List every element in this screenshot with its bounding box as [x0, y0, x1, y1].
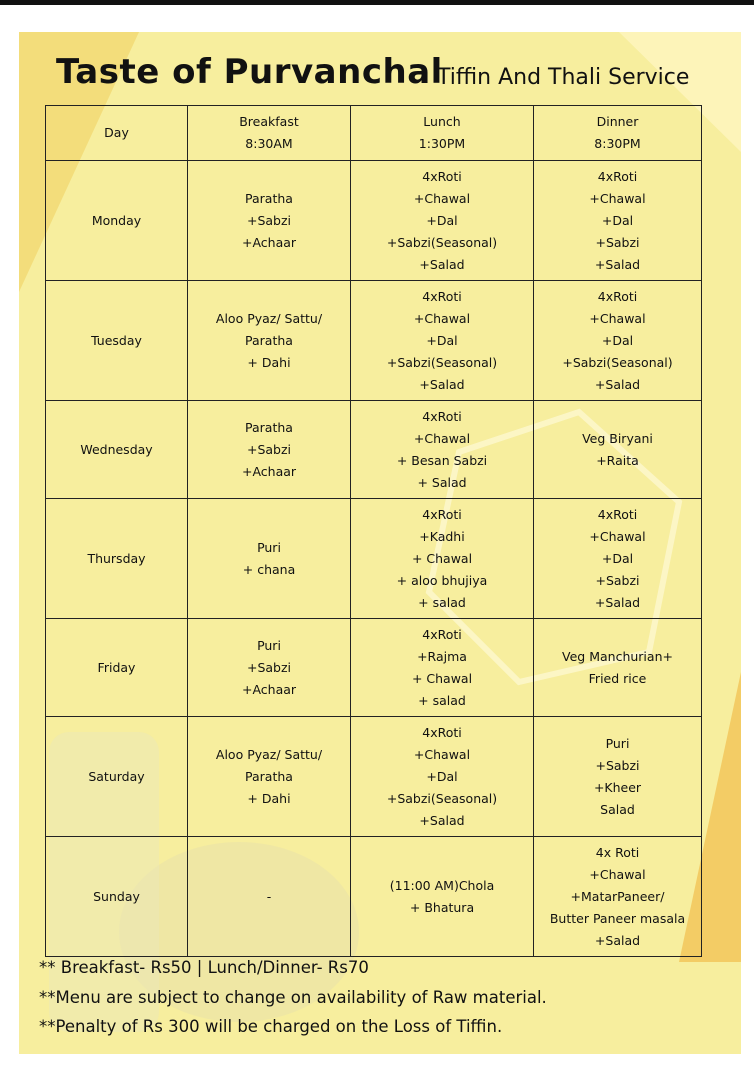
breakfast-item: +Sabzi — [246, 212, 292, 228]
day-label: Saturday — [88, 768, 145, 784]
breakfast-item: +Achaar — [241, 463, 297, 479]
dinner-item: +Salad — [594, 932, 641, 948]
column-header-dinner — [534, 106, 702, 161]
breakfast-item: Paratha — [245, 768, 293, 784]
breakfast-item: Puri — [257, 539, 281, 555]
lunch-cell — [351, 161, 534, 281]
day-label: Thursday — [87, 550, 146, 566]
page-title: Taste of Purvanchal — [56, 52, 443, 92]
lunch-item: +Salad — [419, 376, 465, 392]
dinner-item: Puri — [605, 735, 630, 751]
menu-sheet — [19, 32, 741, 1054]
lunch-item: +Chawal — [413, 190, 471, 206]
breakfast-item: +Sabzi — [246, 441, 292, 457]
breakfast-cell — [188, 281, 351, 401]
dinner-item: Fried rice — [588, 670, 647, 686]
dinner-item: +Sabzi(Seasonal) — [562, 354, 673, 370]
lunch-item: 4xRoti — [422, 408, 462, 424]
dinner-item: 4xRoti — [597, 168, 638, 184]
dinner-item: +Chawal — [589, 190, 646, 206]
day-cell — [46, 717, 188, 837]
dinner-item: +Dal — [601, 550, 634, 566]
lunch-cell — [351, 717, 534, 837]
table-row — [46, 499, 702, 619]
table-row — [46, 281, 702, 401]
column-time: 1:30PM — [418, 136, 466, 151]
dinner-cell — [534, 281, 702, 401]
breakfast-item: Puri — [257, 637, 281, 653]
footer-pricing: ** Breakfast- Rs50 | Lunch/Dinner- Rs70 — [39, 958, 369, 977]
day-cell — [46, 837, 188, 957]
lunch-item: +Kadhi — [419, 528, 465, 544]
table-row — [46, 717, 702, 837]
menu-table — [45, 105, 702, 957]
lunch-item: + Salad — [417, 474, 467, 490]
lunch-item: +Chawal — [413, 746, 471, 762]
dinner-item: +Sabzi — [595, 234, 640, 250]
lunch-item: +Dal — [426, 768, 458, 784]
day-cell — [46, 281, 188, 401]
breakfast-item: +Sabzi — [246, 659, 292, 675]
lunch-item: + salad — [418, 692, 466, 708]
breakfast-item: Paratha — [245, 190, 293, 206]
lunch-item: (11:00 AM)Chola — [389, 877, 495, 893]
lunch-item: 4xRoti — [422, 724, 462, 740]
lunch-item: +Sabzi(Seasonal) — [386, 354, 498, 370]
dinner-cell — [534, 401, 702, 499]
lunch-item: + Chawal — [411, 550, 473, 566]
breakfast-item: - — [266, 888, 272, 904]
lunch-item: +Dal — [426, 212, 458, 228]
breakfast-cell — [188, 717, 351, 837]
lunch-item: +Dal — [426, 332, 458, 348]
lunch-item: +Chawal — [413, 310, 471, 326]
breakfast-cell — [188, 619, 351, 717]
dinner-item: +Sabzi — [595, 757, 640, 773]
table-header-row — [46, 106, 702, 161]
day-label: Wednesday — [80, 441, 153, 457]
dinner-item: Veg Biryani — [582, 430, 653, 446]
column-label: Lunch — [423, 114, 461, 129]
dinner-item: +Salad — [594, 594, 641, 610]
table-row — [46, 619, 702, 717]
day-label: Monday — [91, 212, 142, 228]
breakfast-item: Paratha — [245, 419, 293, 435]
breakfast-item: + Dahi — [247, 354, 291, 370]
dinner-cell — [534, 161, 702, 281]
dinner-item: +MatarPaneer/ — [570, 888, 665, 904]
day-label: Tuesday — [91, 332, 142, 348]
breakfast-cell — [188, 401, 351, 499]
lunch-cell — [351, 499, 534, 619]
day-cell — [46, 161, 188, 281]
footer-menu-note: **Menu are subject to change on availability of Raw material. — [39, 988, 547, 1007]
table-row — [46, 161, 702, 281]
dinner-cell — [534, 717, 702, 837]
dinner-cell — [534, 837, 702, 957]
day-label: Friday — [97, 659, 136, 675]
lunch-item: 4xRoti — [422, 168, 462, 184]
breakfast-item: Paratha — [245, 332, 293, 348]
top-border — [0, 0, 754, 5]
lunch-cell — [351, 837, 534, 957]
dinner-item: +Chawal — [589, 310, 646, 326]
breakfast-cell — [188, 161, 351, 281]
dinner-item: +Chawal — [589, 528, 646, 544]
lunch-item: +Rajma — [417, 648, 467, 664]
breakfast-item: +Achaar — [241, 681, 297, 697]
footer-penalty-note: **Penalty of Rs 300 will be charged on the Loss of Tiffin. — [39, 1017, 503, 1036]
dinner-item: 4xRoti — [597, 288, 638, 304]
breakfast-item: Aloo Pyaz/ Sattu/ — [215, 310, 323, 326]
breakfast-item: Aloo Pyaz/ Sattu/ — [215, 746, 323, 762]
lunch-item: 4xRoti — [422, 288, 462, 304]
breakfast-cell — [188, 499, 351, 619]
day-cell — [46, 401, 188, 499]
column-header-day — [46, 106, 188, 161]
lunch-item: +Sabzi(Seasonal) — [386, 234, 498, 250]
day-label: Sunday — [93, 888, 140, 904]
dinner-item: 4xRoti — [597, 506, 638, 522]
lunch-item: +Sabzi(Seasonal) — [386, 790, 498, 806]
lunch-item: + aloo bhujiya — [396, 572, 488, 588]
lunch-cell — [351, 401, 534, 499]
dinner-item: +Chawal — [589, 866, 646, 882]
column-time: 8:30PM — [594, 136, 641, 151]
day-cell — [46, 619, 188, 717]
dinner-item: +Kheer — [593, 779, 642, 795]
column-label: Dinner — [596, 114, 639, 129]
breakfast-item: + Dahi — [247, 790, 291, 806]
lunch-item: +Chawal — [413, 430, 471, 446]
lunch-item: + Besan Sabzi — [396, 452, 488, 468]
lunch-item: + Bhatura — [409, 899, 475, 915]
lunch-cell — [351, 281, 534, 401]
lunch-item: +Salad — [419, 256, 465, 272]
dinner-item: Butter Paneer masala — [549, 910, 686, 926]
breakfast-cell — [188, 837, 351, 957]
dinner-item: +Dal — [601, 212, 634, 228]
column-label: Breakfast — [239, 114, 299, 129]
lunch-item: +Salad — [419, 812, 465, 828]
dinner-item: Salad — [600, 801, 635, 817]
breakfast-item: + chana — [242, 561, 296, 577]
breakfast-item: +Achaar — [241, 234, 297, 250]
day-cell — [46, 499, 188, 619]
column-time: 8:30AM — [245, 136, 293, 151]
dinner-item: +Salad — [594, 376, 641, 392]
table-row — [46, 837, 702, 957]
dinner-cell — [534, 499, 702, 619]
column-label: Day — [104, 125, 129, 140]
lunch-item: + Chawal — [411, 670, 473, 686]
dinner-item: Veg Manchurian+ — [562, 648, 673, 664]
dinner-item: +Sabzi — [595, 572, 640, 588]
table-row — [46, 401, 702, 499]
lunch-cell — [351, 619, 534, 717]
lunch-item: + salad — [418, 594, 466, 610]
lunch-item: 4xRoti — [422, 626, 462, 642]
dinner-item: +Dal — [601, 332, 634, 348]
column-header-lunch — [351, 106, 534, 161]
dinner-item: +Salad — [594, 256, 641, 272]
page-subtitle: Tiffin And Thali Service — [437, 65, 690, 90]
column-header-breakfast — [188, 106, 351, 161]
dinner-item: +Raita — [596, 452, 639, 468]
dinner-item: 4x Roti — [595, 844, 640, 860]
dinner-cell — [534, 619, 702, 717]
lunch-item: 4xRoti — [422, 506, 462, 522]
